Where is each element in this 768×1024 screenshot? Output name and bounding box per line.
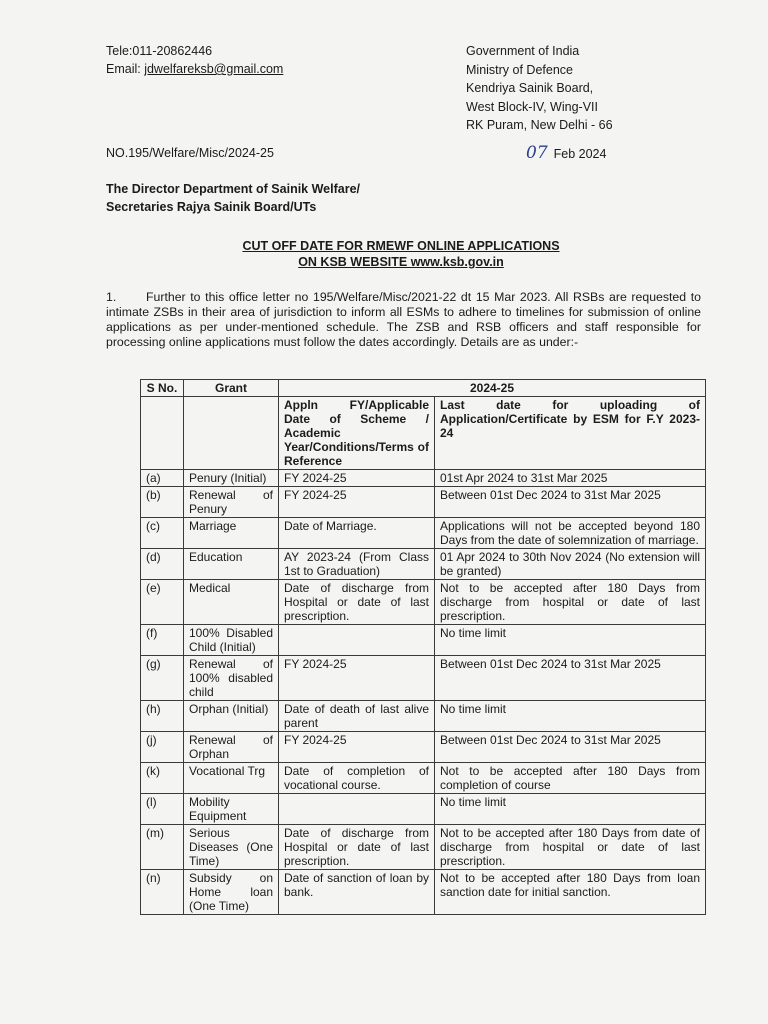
address-line: RK Puram, New Delhi - 66 bbox=[466, 118, 613, 132]
row-last-date: Not to be accepted after 180 Days from date of discharge from hospital or date of last prescription. bbox=[435, 825, 706, 870]
table-row bbox=[141, 487, 706, 518]
row-last-date: Between 01st Dec 2024 to 31st Mar 2025 bbox=[435, 732, 706, 763]
row-last-date: No time limit bbox=[435, 625, 706, 656]
row-applicable: FY 2024-25 bbox=[279, 487, 435, 518]
handwritten-day: 07 bbox=[526, 143, 548, 163]
table-row bbox=[141, 549, 706, 580]
office-address bbox=[466, 42, 613, 135]
row-grant: Renewal of Orphan bbox=[184, 732, 279, 763]
row-sno: (j) bbox=[141, 732, 184, 763]
table-subheader-row bbox=[141, 397, 706, 470]
table-row bbox=[141, 470, 706, 487]
subheader-empty bbox=[184, 397, 279, 470]
subheader-last-date: Last date for uploading of Application/Certificate by ESM for F.Y 2023-24 bbox=[435, 397, 706, 470]
row-sno: (e) bbox=[141, 580, 184, 625]
row-sno: (h) bbox=[141, 701, 184, 732]
addressee-line: Secretaries Rajya Sainik Board/UTs bbox=[106, 200, 317, 214]
table-row bbox=[141, 825, 706, 870]
address-line: Ministry of Defence bbox=[466, 62, 573, 77]
row-sno: (m) bbox=[141, 825, 184, 870]
row-last-date: 01st Apr 2024 to 31st Mar 2025 bbox=[435, 470, 706, 487]
telephone: Tele:011-20862446 bbox=[106, 44, 213, 58]
address-line: Kendriya Sainik Board, bbox=[466, 81, 594, 95]
row-grant: Serious Diseases (One Time) bbox=[184, 825, 279, 870]
row-applicable: AY 2023-24 (From Class 1st to Graduation) bbox=[279, 549, 435, 580]
paragraph-number: 1. bbox=[106, 290, 117, 304]
row-last-date: No time limit bbox=[435, 794, 706, 825]
row-applicable: Date of sanction of loan by bank. bbox=[279, 870, 435, 915]
row-applicable: FY 2024-25 bbox=[279, 656, 435, 701]
addressee bbox=[106, 180, 360, 216]
table-row bbox=[141, 518, 706, 549]
table-row bbox=[141, 701, 706, 732]
date-month-year: Feb 2024 bbox=[553, 147, 607, 161]
row-sno: (a) bbox=[141, 470, 184, 487]
table-row bbox=[141, 656, 706, 701]
row-applicable: FY 2024-25 bbox=[279, 470, 435, 487]
row-grant: 100% Disabled Child (Initial) bbox=[184, 625, 279, 656]
row-last-date: 01 Apr 2024 to 30th Nov 2024 (No extension will be granted) bbox=[435, 549, 706, 580]
reference-number: NO.195/Welfare/Misc/2024-25 bbox=[106, 146, 274, 160]
row-last-date: Between 01st Dec 2024 to 31st Mar 2025 bbox=[435, 656, 706, 701]
paragraph-text: Further to this office letter no 195/Welfare/Misc/2021-22 dt 15 Mar 2023. All RSBs are requested to intimate ZSBs in their area of jurisdiction to inform all ESMs to adhere to timelines for submission of online applications as per under-mentioned schedule. The ZSB and RSB officers and staff responsible for processing online applications must follow the dates accordingly. Details are as under:- bbox=[106, 290, 701, 349]
table-row bbox=[141, 794, 706, 825]
row-sno: (d) bbox=[141, 549, 184, 580]
row-grant: Mobility Equipment bbox=[184, 794, 279, 825]
row-grant: Marriage bbox=[184, 518, 279, 549]
row-applicable: Date of discharge from Hospital or date of last prescription. bbox=[279, 825, 435, 870]
table-row bbox=[141, 625, 706, 656]
email-line bbox=[106, 60, 283, 78]
row-last-date: Not to be accepted after 180 Days from completion of course bbox=[435, 763, 706, 794]
subject-line: CUT OFF DATE FOR RMEWF ONLINE APPLICATIONS bbox=[242, 239, 560, 253]
grant-schedule-table bbox=[140, 379, 706, 915]
row-sno: (b) bbox=[141, 487, 184, 518]
row-sno: (l) bbox=[141, 794, 184, 825]
row-applicable: Date of discharge from Hospital or date of last prescription. bbox=[279, 580, 435, 625]
row-applicable: Date of Marriage. bbox=[279, 518, 435, 549]
table-row bbox=[141, 732, 706, 763]
subject-line: ON KSB WEBSITE www.ksb.gov.in bbox=[298, 255, 504, 269]
row-last-date: Not to be accepted after 180 Days from discharge from hospital or date of last prescription. bbox=[435, 580, 706, 625]
row-grant: Orphan (Initial) bbox=[184, 701, 279, 732]
subheader-empty bbox=[141, 397, 184, 470]
row-grant: Penury (Initial) bbox=[184, 470, 279, 487]
row-sno: (c) bbox=[141, 518, 184, 549]
letter-date bbox=[526, 143, 606, 163]
row-last-date: Applications will not be accepted beyond 180 Days from the date of solemnization of marriage. bbox=[435, 518, 706, 549]
email-link[interactable]: jdwelfareksb@gmail.com bbox=[144, 62, 284, 76]
row-sno: (k) bbox=[141, 763, 184, 794]
row-last-date: No time limit bbox=[435, 701, 706, 732]
row-applicable: Date of death of last alive parent bbox=[279, 701, 435, 732]
row-grant: Renewal of 100% disabled child bbox=[184, 656, 279, 701]
row-grant: Vocational Trg bbox=[184, 763, 279, 794]
table-row bbox=[141, 580, 706, 625]
subheader-applicable: Appln FY/Applicable Date of Scheme / Academic Year/Conditions/Terms of Reference bbox=[279, 397, 435, 470]
row-sno: (n) bbox=[141, 870, 184, 915]
row-grant: Subsidy on Home loan (One Time) bbox=[184, 870, 279, 915]
row-sno: (f) bbox=[141, 625, 184, 656]
header-year: 2024-25 bbox=[279, 380, 706, 397]
address-line: West Block-IV, Wing-VII bbox=[466, 99, 598, 114]
row-sno: (g) bbox=[141, 656, 184, 701]
row-applicable: Date of completion of vocational course. bbox=[279, 763, 435, 794]
row-applicable bbox=[279, 625, 435, 656]
row-grant: Renewal of Penury bbox=[184, 487, 279, 518]
table-row bbox=[141, 870, 706, 915]
paragraph-1 bbox=[106, 290, 701, 350]
row-last-date: Not to be accepted after 180 Days from loan sanction date for initial sanction. bbox=[435, 870, 706, 915]
addressee-line: The Director Department of Sainik Welfare/ bbox=[106, 182, 360, 196]
contact-block bbox=[106, 42, 283, 78]
header-sno: S No. bbox=[141, 380, 184, 397]
table-row bbox=[141, 763, 706, 794]
row-applicable: FY 2024-25 bbox=[279, 732, 435, 763]
subject-heading bbox=[106, 238, 696, 270]
table-body bbox=[141, 470, 706, 915]
table-header-row bbox=[141, 380, 706, 397]
row-last-date: Between 01st Dec 2024 to 31st Mar 2025 bbox=[435, 487, 706, 518]
header-grant: Grant bbox=[184, 380, 279, 397]
row-applicable bbox=[279, 794, 435, 825]
row-grant: Education bbox=[184, 549, 279, 580]
address-line: Government of India bbox=[466, 44, 580, 58]
email-label: Email: bbox=[106, 62, 145, 76]
row-grant: Medical bbox=[184, 580, 279, 625]
